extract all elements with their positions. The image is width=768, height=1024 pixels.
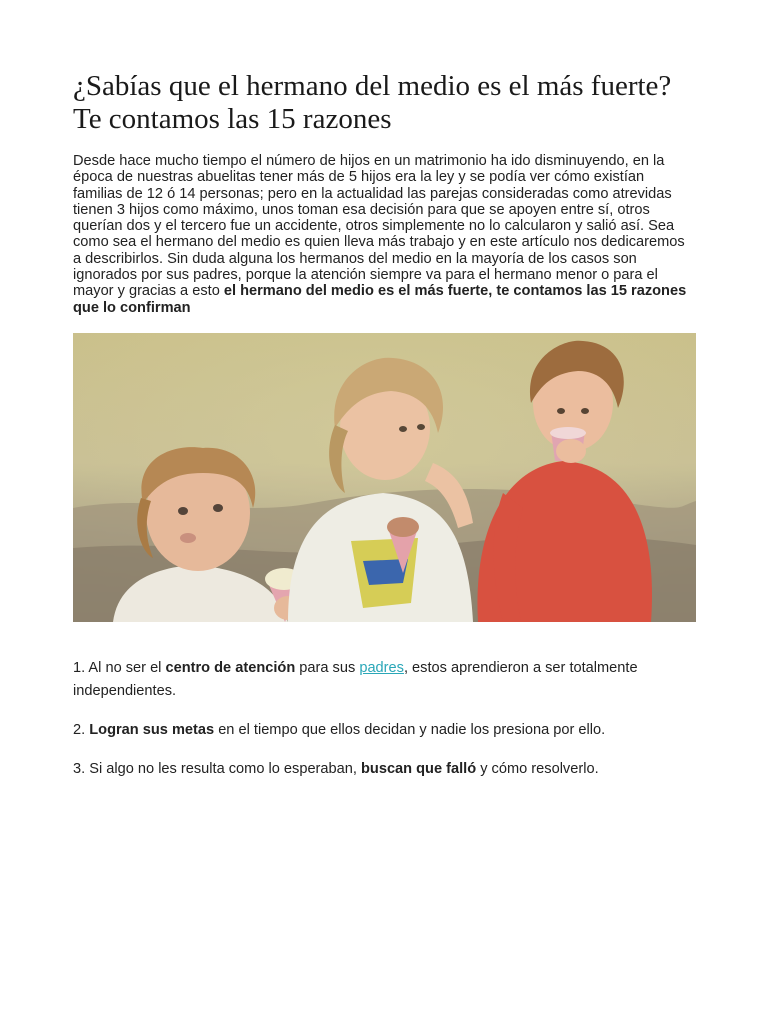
intro-paragraph <box>73 153 696 316</box>
list-item-3-pre: 3. Si algo no les resulta como lo esperaban, <box>73 761 361 777</box>
list-item-1-pre: 1. Al no ser el <box>73 660 166 676</box>
article-photo <box>73 333 696 622</box>
list-item-1-mid: para sus <box>295 660 360 676</box>
intro-text: Desde hace mucho tiempo el número de hijos en un matrimonio ha ido disminuyendo, en la época de nuestras abuelitas tener más de 5 hijos era la ley y se podía ver cómo existían familias de 12 ó 14 personas; pero en la actualidad las parejas consideradas como atrevidas tienen 3 hijos como máximo, unos toman esa decisión para que se apoyen entre sí, otros querían dos y el tercero fue un accidente, otros simplemente no lo calcularon y salió así. Sea como sea el hermano del medio es quien lleva más trabajo y en este artículo nos dedicaremos a describirlos. Sin duda alguna los hermanos del medio en la mayoría de los casos son ignorados por sus padres, porque la atención siempre va para el hermano menor o para el mayor y gracias a esto <box>73 153 685 300</box>
list-item <box>73 657 696 703</box>
article <box>73 70 696 777</box>
list-item-2-bold: Logran sus metas <box>89 722 215 738</box>
padres-link[interactable]: padres <box>359 660 404 676</box>
list-item-3-post: y cómo resolverlo. <box>476 761 599 777</box>
list-item-3-bold: buscan que falló <box>361 761 477 777</box>
article-title: ¿Sabías que el hermano del medio es el más fuerte? Te contamos las 15 razones <box>73 70 672 135</box>
list-item <box>73 758 696 781</box>
list-item-1-bold: centro de atención <box>165 660 296 676</box>
intro-bold-text: el hermano del medio es el más fuerte, te contamos las 15 razones que lo confirman <box>73 283 687 316</box>
list-item-1-post: , estos aprendieron a ser totalmente independientes. <box>73 660 638 699</box>
list-item <box>73 719 696 742</box>
list-item-2-pre: 2. <box>73 722 90 738</box>
list-item-2-post: en el tiempo que ellos decidan y nadie los presiona por ello. <box>214 722 606 738</box>
reasons-list <box>73 657 696 797</box>
